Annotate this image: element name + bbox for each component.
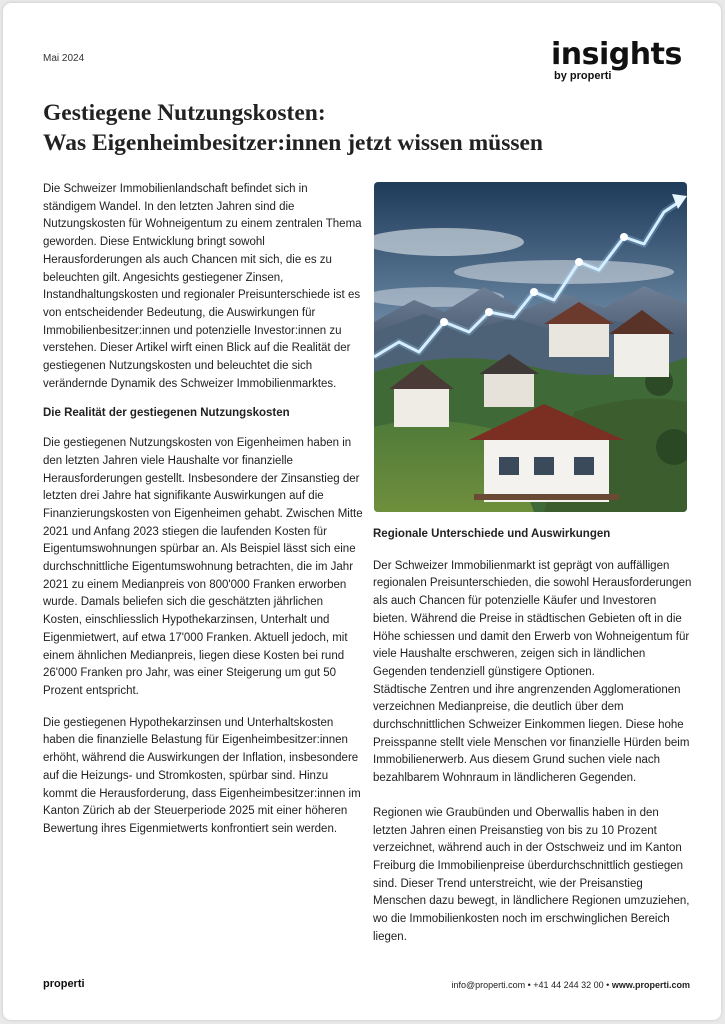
costs-paragraph-1: Die gestiegenen Nutzungskosten von Eigenheimen haben in den letzten Jahren viele Haushalte vor finanzielle Herausforderungen gestellt. Insbesondere der Zinsanstieg der letzten drei Jahre hat signifikante Auswirkungen auf die Finanzierungskosten von Eigenheimen gehabt. Zwischen Mitte 2021 und Anfang 2023 stiegen die laufenden Kosten für Eigentumswohnungen spürbar an. Als Beispiel lässt sich eine durchschnittliche Eigentumswohnung betrachten, die im Jahr 2021 zu einem Medianpreis von 800'000 Franken erworben wurde. Damals beliefen sich die geschätzten jährlichen Kosten, einschliesslich Hypothekarzinsen, Unterhalt und Eigenmietwert, auf etwa 17'000 Franken. Aktuell jedoch, mit einem ähnlichen Medianpreis, liegen diese Kosten bei rund 26'000 Franken pro Jahr, was einer Steigerung um gut 50 Prozent entspricht. [43, 437, 363, 697]
footer-website[interactable]: www.properti.com [611, 980, 690, 990]
footer-separator: • [606, 980, 610, 990]
footer-separator: • [527, 980, 531, 990]
left-column [43, 181, 363, 839]
regional-paragraph-3: Regionen wie Graubünden und Oberwallis haben in den letzten Jahren einen Preisanstieg von bis zu 10 Prozent verzeichnet, während auch in der Ostschweiz und im Kanton Freiburg die Immobilienpreise überdurchschnittlich gestiegen sind. Dieser Trend unterstreicht, wie der Preisanstieg Menschen dazu bewegt, in ländlichere Regionen umzuziehen, wo die Immobilienkosten noch im erschwinglichen Bereich liegen. [373, 806, 690, 943]
title-line-1: Gestiegene Nutzungskosten: [43, 100, 326, 126]
section-heading-costs: Die Realität der gestiegenen Nutzungskosten [43, 407, 290, 420]
article-title [43, 98, 693, 158]
insights-logo [551, 37, 691, 82]
footer-email[interactable]: info@properti.com [451, 980, 526, 990]
intro-paragraph: Die Schweizer Immobilienlandschaft befindet sich in ständigem Wandel. In den letzten Jahren sind die Nutzungskosten für Wohneigentum zu einem zentralen Thema geworden. Diese Entwicklung bringt sowohl Herausforderungen als auch Chancen mit sich, die es zu beleuchten gilt. Angesichts gestiegener Zinsen, Instandhaltungskosten und regionaler Preisunterschiede ist es von entscheidender Bedeutung, die Auswirkungen für Immobilienbesitzer:innen und potenzielle Investor:innen zu verstehen. Dieser Artikel wirft einen Blick auf die Realität der gestiegenen Nutzungskosten und beleuchtet die sich verändernde Dynamik des Schweizer Immobilienmarktes. [43, 183, 362, 390]
publication-date: Mai 2024 [43, 53, 85, 64]
house-rising-chart-image [374, 182, 687, 512]
costs-paragraph-2: Die gestiegenen Hypothekarzinsen und Unterhaltskosten haben die finanzielle Belastung für Eigenheimbesitzer:innen erhöht, während die Auswirkungen der Inflation, insbesondere auf die Heizungs- und Stromkosten, spürbar sind. Hinzu kommt die Herausforderung, dass Eigenheimbesitzer:innen im Kanton Zürich ab der Steuerperiode 2025 mit einer höheren Bewertung ihres Eigenmietwerts konfrontiert sein werden. [43, 716, 361, 835]
logo-byline: by properti [554, 70, 612, 82]
right-column [373, 526, 693, 946]
logo-wordmark: insights [551, 37, 682, 72]
regional-paragraph-1: Der Schweizer Immobilienmarkt ist geprägt von auffälligen regionalen Preisunterschieden, die sowohl Herausforderungen als auch Chancen für potenzielle Käufer und Investoren bieten. Während die Preise in städtischen Gebieten oft in die Höhe schiessen und damit den Erwerb von Wohneigentum für viele Haushalte erschweren, zeigen sich in ländlichen Gegenden tendenziell günstigere Optionen. [373, 559, 692, 678]
regional-paragraph-2: Städtische Zentren und ihre angrenzenden Agglomerationen verzeichnen Medianpreise, die deutlich über dem durchschnittlichen Schweizer Einkommen liegen. Diese hohe Preisspanne stellt viele Menschen vor finanzielle Hürden beim Immobilienerwerb. Aus diesem Grund suchen viele nach bezahlbarem Wohnraum in ländlicheren Gegenden. [373, 683, 690, 785]
footer-phone[interactable]: +41 44 244 32 00 [533, 980, 604, 990]
section-heading-regional: Regionale Unterschiede und Auswirkungen [373, 528, 611, 540]
article-page [3, 3, 721, 1020]
hero-image [374, 182, 687, 512]
footer-brand: properti [43, 978, 85, 990]
footer-contact [385, 980, 690, 990]
title-line-2: Was Eigenheimbesitzer:innen jetzt wissen müssen [43, 130, 544, 156]
